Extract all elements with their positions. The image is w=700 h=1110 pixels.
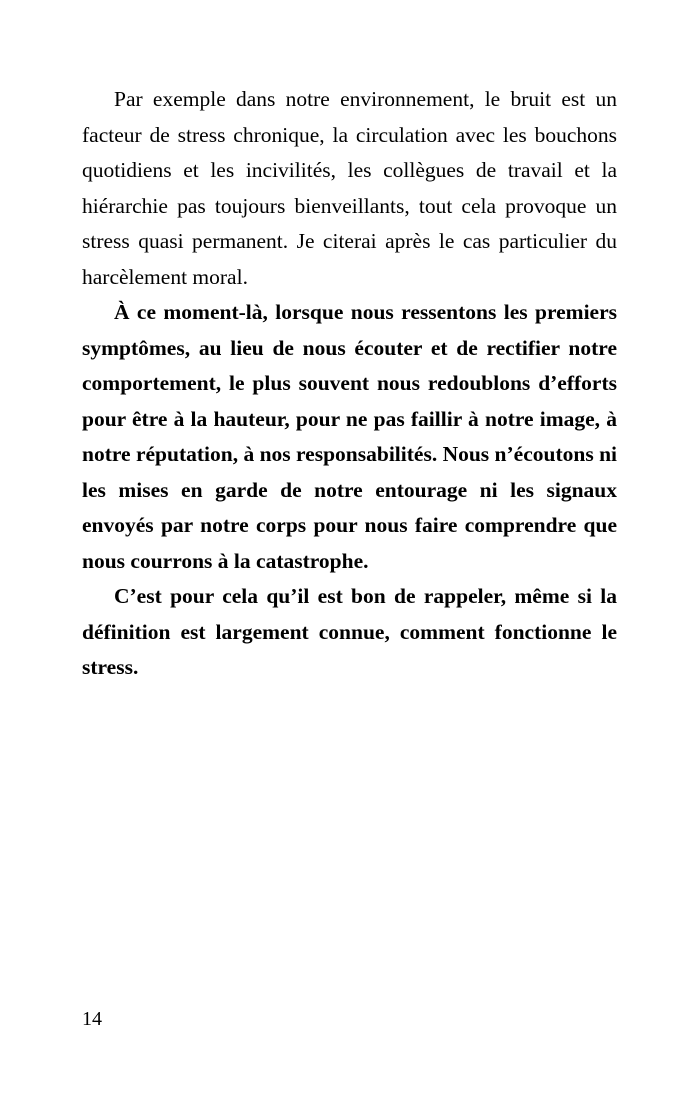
paragraph-3: C’est pour cela qu’il est bon de rappeler, même si la définition est largement connue, comment fonctionne le stress. [82,584,617,679]
page-number: 14 [82,1008,102,1030]
body-text [82,82,617,686]
paragraph-2: À ce moment-là, lorsque nous ressentons les premiers symptômes, au lieu de nous écouter et de rectifier notre comportement, le plus souvent nous redoublons d’efforts pour être à la hauteur, pour ne pas faillir à notre image, à notre réputation, à nos responsabilités. Nous n’écoutons ni les mises en garde de notre entourage ni les signaux envoyés par notre corps pour nous faire comprendre que nous courrons à la catastrophe. [82,300,617,573]
paragraph-1: Par exemple dans notre environnement, le bruit est un facteur de stress chronique, la circulation avec les bouchons quotidiens et les incivilités, les collègues de travail et la hiérarchie pas toujours bienveillants, tout cela provoque un stress quasi permanent. Je citerai après le cas particulier du harcèlement moral. [82,87,617,289]
